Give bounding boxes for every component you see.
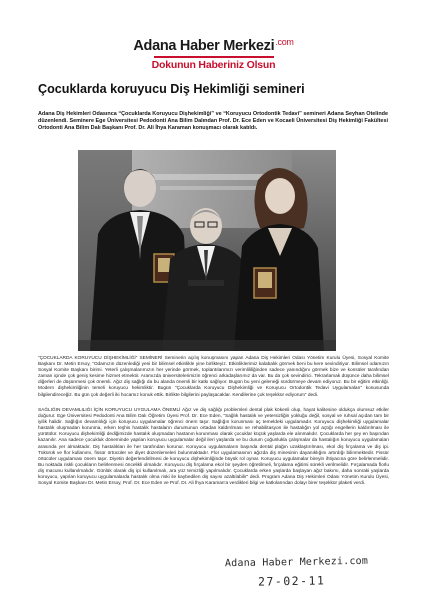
site-name: Adana Haber Merkezi (133, 38, 275, 54)
logo-underline (154, 56, 274, 58)
article-photo (78, 150, 336, 351)
site-tld: .com (275, 37, 294, 47)
photo-illustration (78, 150, 336, 351)
site-slogan: Dokunun Haberiniz Olsun (151, 59, 276, 71)
body-paragraph: SAĞLIĞIN DEVAMLILIĞI İÇİN KORUYUCU UYGULAMA ÖNEMLİ Ağız ve diş sağlığı problemleri dental plak kökenli olup, hayat kalitesine oldukça olumsuz etkiler doğurur. Ege Üniversitesi Pedodonti Ana Bilim Dalı Öğretim Üyesi Prof. Dr. Ece Eden, “Sağlık hastalık ve yetersizliğin yokluğu değil, sosyal ve ruhsal açıdan tam bir iyilik halidir. Sağlığın devamlılığı için koruyucu uygulamalar öğrenci önem taşır. Sağlığın korunması üç temeldeki uygulamadır. Koruyucu dişhekimliği uygulamalar hastalık oluşmadan korunma, erken teşhis hastalık hastaların durumunun ortadan kaldırılması ve rehabilitasyon ile hastalığın yol açtığı engellerin kaldırılması ile yürütülür. Koruyucu dişhekimliği dediğimizde hastalık oluşmadan hastanın korunması olarak çocuklar küçük yaşlarda ele alınmalıdır. Çocuklarda her şey en başından kazanılır. Ana sadece çocukluk döneminde yapılan koruyucu uygulamalar değil ileri yaşlarda ve bu durum çoğunlukla çalışmalar da hastalığın koruyucu uygulamaları arasında yer almaktadır. Diş hastalıkları ile her tarafından korunur. Koruyucu uygulamaların başında dental plağın uzaklaştırılması, ekol diş fırçalama ve diş ipi. Tükürük ve flor kullanımı, fissür örtücüler ve diyet düzenlemeleri bulunmaktadır. Flor uygulamasının ağızda diş minesinin dayanıklığını artırdığı bilinmektedir. Fissür örtücüler uygulaması önem taşır. Diyetin değerlendirilmesi de koruyucu dişhekimliğinde büyük rol oynar. Koruyucu uygulamalar bireyin ihtiyacına göre belirlenmelidir. Bu noktada riskli çocukların belirlenmesi öncelikli olmalıdır. Koruyucu diş fırçalama ekol bir şeyden öğretilmeli, fırçalama eğitimi sürekli verilmelidir. Fırçalamada florlu diş macunu kullanılmalıdır. Günlük olarak diş ipi kullanılmalı, ara yüz temizliği yapılmalıdır. Çocuklarda erken yaşlarda başlayan ağız bakımı, daha sonraki yaşlarda koruyucu, yapılan koruyucu uygulamalarda hastalık olma riski ile kaybedilen diş sayısı azaltılabilir” dedi. Program Adana Diş Hekimleri Odası Yönetim Kurulu Üyesi, Sosyal Komite Başkanı Dr. Metin Ersoy, Prof. Dr. Ece Eden ve Prof. Dr. Ali İhya Karaman'a verdikleri bilgi ve katkılarından dolayı birer teşekkür plaketi verdi. (38, 408, 389, 487)
article-headline: Çocuklarda koruyucu Diş Hekimliği semineri (38, 82, 305, 96)
article-body-section-2 (38, 408, 389, 487)
article-lead: Adana Diş Hekimleri Odasınca “Çocuklarda Koruyucu Dişhekimliği” ve “Koruyucu Ortodontik Tedavi” semineri Adana Seyhan Otelinde düzenlendi. Seminere Ege Üniversitesi Pedodonti Ana Bilim Dalından Prof. Dr. Ece Eden ve Kocaeli Üniversitesi Diş Hekimliği Fakültesi Ortodonti Ana Bilim Dalı Başkanı Prof. Dr. Ali İhya Karaman konuşmacı olarak katıldı. (38, 111, 388, 132)
body-paragraph: “ÇOCUKLARDA KORUYUCU DİŞHEKİMLİĞİ” SEMİNERİ Seminerin açılış konuşmasını yapan Adana Diş Hekimleri Odası Yönetim Kurulu Üyesi, Sosyal Komite Başkanı Dr. Metin Ersoy, “Odamızın düzenlediği yeni bir bilimsel etkinlikle yine birlikteyiz. Etkinliklerimiz kalabalık görmek beni bu kere sevindiriyor. Bilimsel odamızın Sosyal Komite Başkanı birimi. Yeterli çalışmalarımızın her yerinde görmek, toplantılarımızı verimlililiğinden sadece yanındığını görmek bize ve konsüler tarafından zaman içinde çok geniş kesime hizmet etmektir. Aramızda üniversitelerimizin öğrenci arkadaşlarımız da var. Bu da çok sevindirici. Tekrarlamak düşünce daha bilimsel diğerleri de düşünmesi çok önemli. Ağız diş sağlığı da bu alanda önemli bir katkı sağlıyor. Bugün bu yeni geleneği sürdürmeye devam ediyoruz. Bu bir eğitim etkinliği. Modern dişhekimliğinin temeli koruyucu hekimliktir. Bugün “Çocuklarda Koruyucu Dişhekimliği ve Koruyucu Ortodontik Tedavi Uygulamaları” konusunda bilgilendireceğiz. Bu gün çok değerli iki hocamız konuk ettik. Birlikte bilgilerini paylaşacaklar. Kendilerine çok teşekkür ediyorum” dedi. (38, 356, 389, 398)
masthead (0, 37, 427, 71)
site-logo[interactable] (133, 38, 293, 55)
handwritten-date-note: 27-02-11 (257, 573, 326, 589)
handwritten-source-note: Adana Haber Merkezi.com (224, 555, 369, 570)
article-body-section-1 (38, 356, 389, 399)
